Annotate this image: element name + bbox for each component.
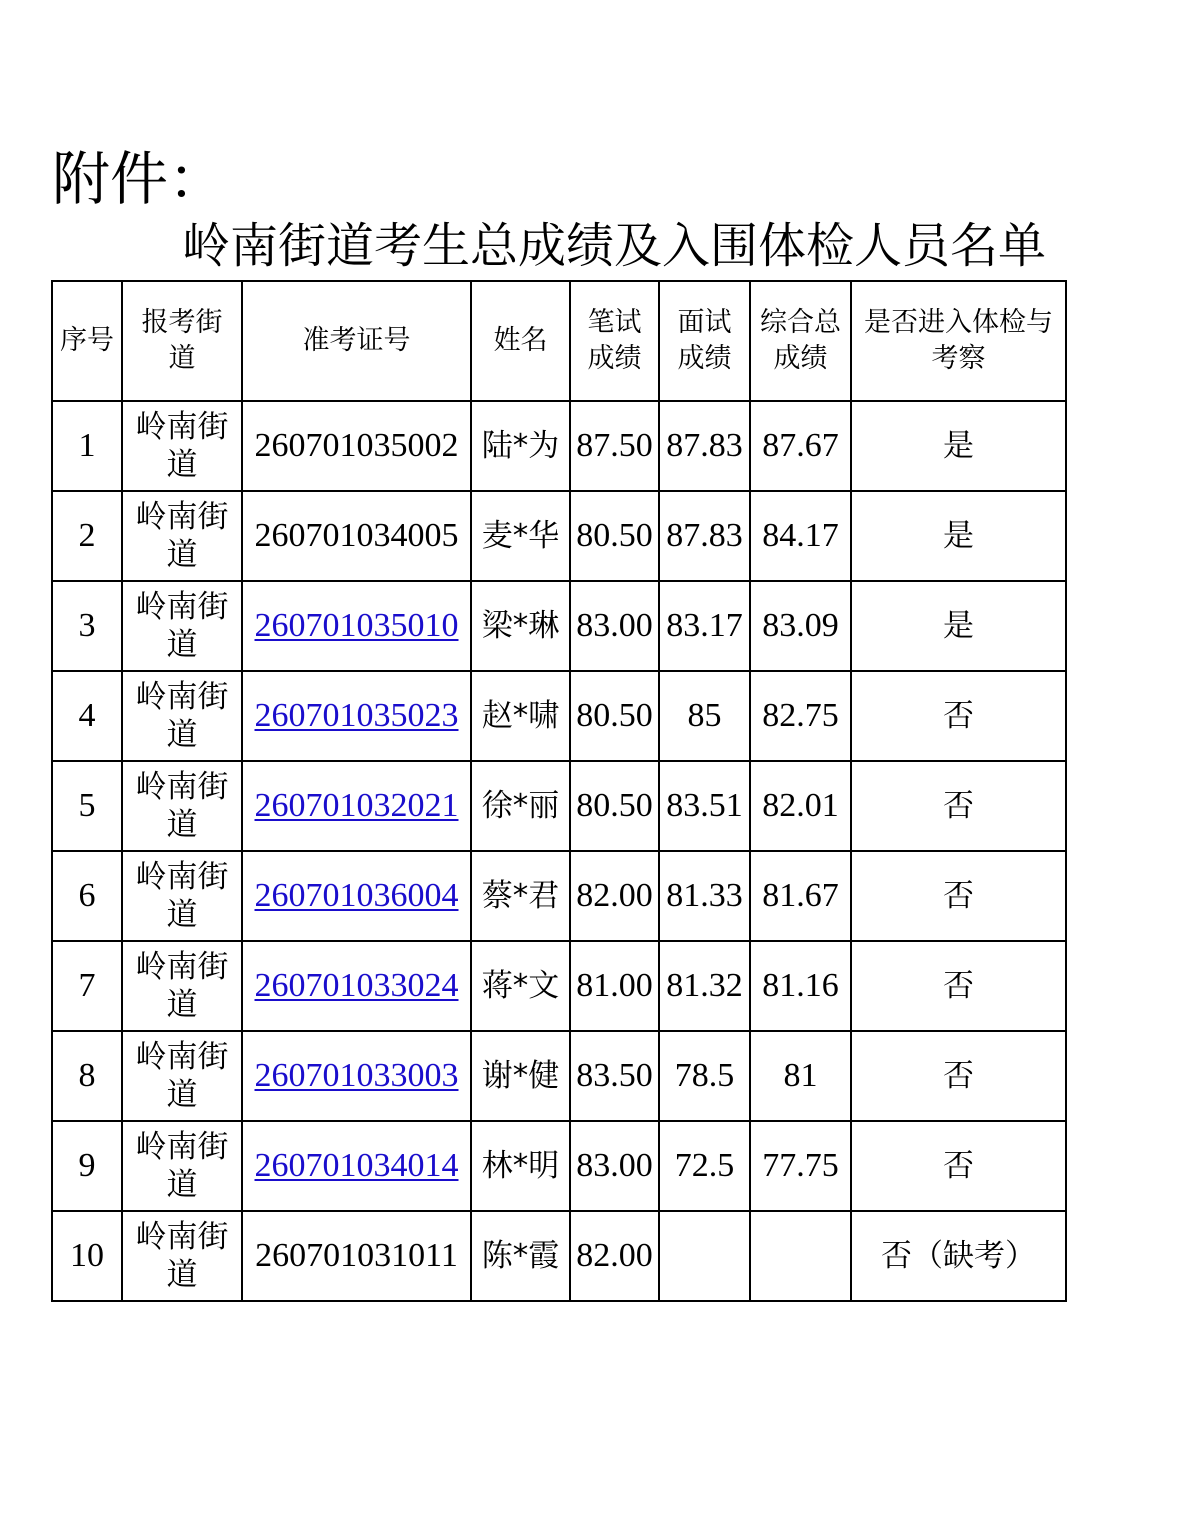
table-row [52,941,1066,1031]
row-index: 2 [52,491,122,581]
row-written-score: 87.50 [570,401,659,491]
row-result: 是 [851,581,1066,671]
ticket-link[interactable]: 260701034014 [254,1147,459,1184]
row-index: 5 [52,761,122,851]
row-name: 谢*健 [471,1031,570,1121]
row-ticket [242,671,471,761]
header-index: 序号 [52,281,122,401]
row-interview-score: 83.51 [659,761,750,851]
row-total-score: 81.67 [750,851,851,941]
ticket-link[interactable]: 260701033024 [254,967,459,1004]
row-written-score: 80.50 [570,761,659,851]
ticket-number: 260701034005 [254,517,459,554]
row-ticket [242,1211,471,1301]
header-row [52,281,1066,401]
row-total-score: 83.09 [750,581,851,671]
row-street-label: 岭南街道 [135,679,229,753]
row-street-label: 岭南街道 [135,1039,229,1113]
row-result: 是 [851,491,1066,581]
table-row [52,491,1066,581]
row-result: 否 [851,671,1066,761]
row-index: 4 [52,671,122,761]
header-name: 姓名 [471,281,570,401]
row-result: 否 [851,1031,1066,1121]
row-street [122,761,242,851]
row-total-score: 82.01 [750,761,851,851]
row-interview-score: 85 [659,671,750,761]
annex-label: 附件： [52,145,227,213]
row-ticket [242,401,471,491]
row-street-label: 岭南街道 [135,499,229,573]
row-street [122,491,242,581]
row-result: 否 [851,1121,1066,1211]
row-result: 否 [851,851,1066,941]
row-ticket [242,851,471,941]
row-street-label: 岭南街道 [135,859,229,933]
row-written-score: 80.50 [570,671,659,761]
table-row [52,1031,1066,1121]
row-name: 陆*为 [471,401,570,491]
table-row [52,761,1066,851]
header-written: 笔试成绩 [570,281,659,401]
row-name: 蒋*文 [471,941,570,1031]
row-written-score: 82.00 [570,1211,659,1301]
row-street-label: 岭南街道 [135,1219,229,1293]
row-total-score: 87.67 [750,401,851,491]
row-street-label: 岭南街道 [135,769,229,843]
row-written-score: 83.50 [570,1031,659,1121]
row-name: 麦*华 [471,491,570,581]
row-interview-score [659,1211,750,1301]
row-ticket [242,761,471,851]
score-table [51,280,1067,1302]
table-row [52,1121,1066,1211]
row-interview-score: 81.33 [659,851,750,941]
row-written-score: 80.50 [570,491,659,581]
row-street [122,1031,242,1121]
row-total-score: 81 [750,1031,851,1121]
header-total: 综合总成绩 [750,281,851,401]
row-name: 林*明 [471,1121,570,1211]
row-written-score: 83.00 [570,1121,659,1211]
row-street [122,401,242,491]
row-name: 蔡*君 [471,851,570,941]
row-result: 否 [851,761,1066,851]
row-interview-score: 87.83 [659,491,750,581]
row-street [122,851,242,941]
table-row [52,581,1066,671]
ticket-link[interactable]: 260701036004 [254,877,459,914]
row-index: 9 [52,1121,122,1211]
row-ticket [242,581,471,671]
ticket-link[interactable]: 260701032021 [254,787,459,824]
table-row [52,401,1066,491]
ticket-link[interactable]: 260701035010 [254,607,459,644]
table-row [52,671,1066,761]
row-total-score: 77.75 [750,1121,851,1211]
row-street-label: 岭南街道 [135,949,229,1023]
table-row [52,1211,1066,1301]
header-street: 报考街道 [122,281,242,401]
header-ticket: 准考证号 [242,281,471,401]
document-title: 岭南街道考生总成绩及入围体检人员名单 [182,218,1047,274]
row-street-label: 岭南街道 [135,1129,229,1203]
row-interview-score: 87.83 [659,401,750,491]
row-index: 7 [52,941,122,1031]
row-interview-score: 83.17 [659,581,750,671]
row-written-score: 81.00 [570,941,659,1031]
row-street [122,671,242,761]
ticket-number: 260701035002 [254,427,459,464]
row-name: 赵*啸 [471,671,570,761]
row-written-score: 82.00 [570,851,659,941]
row-name: 陈*霞 [471,1211,570,1301]
row-total-score [750,1211,851,1301]
row-result: 否（缺考） [851,1211,1066,1301]
row-ticket [242,941,471,1031]
header-result: 是否进入体检与考察 [851,281,1066,401]
table-row [52,851,1066,941]
row-total-score: 81.16 [750,941,851,1031]
row-index: 3 [52,581,122,671]
row-interview-score: 72.5 [659,1121,750,1211]
row-street [122,1121,242,1211]
row-index: 1 [52,401,122,491]
ticket-link[interactable]: 260701035023 [254,697,459,734]
row-ticket [242,1031,471,1121]
row-total-score: 82.75 [750,671,851,761]
table-body [52,281,1066,1301]
row-interview-score: 78.5 [659,1031,750,1121]
row-total-score: 84.17 [750,491,851,581]
row-index: 8 [52,1031,122,1121]
row-street [122,1211,242,1301]
row-street [122,941,242,1031]
row-street [122,581,242,671]
row-result: 否 [851,941,1066,1031]
ticket-link[interactable]: 260701033003 [254,1057,459,1094]
row-result: 是 [851,401,1066,491]
row-ticket [242,1121,471,1211]
row-name: 徐*丽 [471,761,570,851]
row-street-label: 岭南街道 [135,409,229,483]
row-street-label: 岭南街道 [135,589,229,663]
ticket-number: 260701031011 [255,1237,458,1274]
row-interview-score: 81.32 [659,941,750,1031]
row-index: 6 [52,851,122,941]
row-name: 梁*琳 [471,581,570,671]
header-interview: 面试成绩 [659,281,750,401]
row-written-score: 83.00 [570,581,659,671]
row-ticket [242,491,471,581]
row-index: 10 [52,1211,122,1301]
